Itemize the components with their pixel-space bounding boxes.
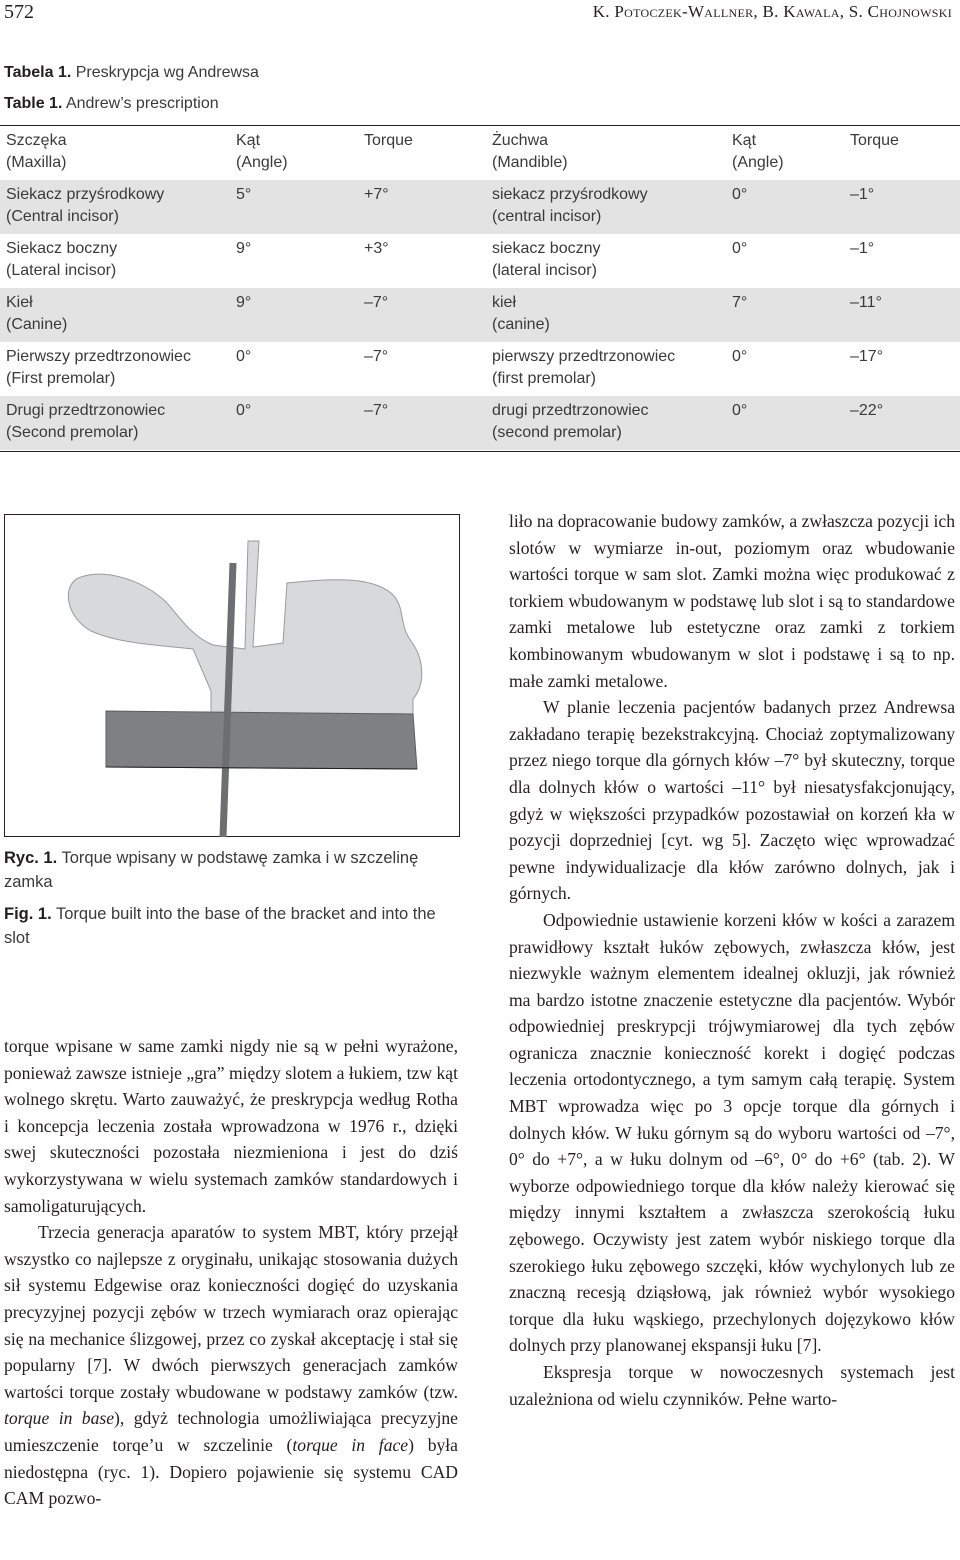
figure-caption-pl xyxy=(4,846,460,894)
table-caption xyxy=(4,57,604,119)
row-torque-upper: –7° xyxy=(364,402,389,419)
table-row xyxy=(0,180,960,234)
table-bottom-rule xyxy=(0,451,960,452)
figure-caption-pl-text: Torque wpisany w podstawę zamka i w szczelinę zamka xyxy=(4,849,419,891)
row-torque-upper: –7° xyxy=(364,348,389,365)
row-angle-upper: 9° xyxy=(236,240,252,257)
row-tooth-upper: Siekacz przyśrodkowy (Central incisor) xyxy=(6,186,165,225)
header-maxilla: Szczęka (Maxilla) xyxy=(6,132,67,171)
row-angle-upper: 0° xyxy=(236,402,252,419)
row-tooth-upper: Drugi przedtrzonowiec (Second premolar) xyxy=(6,402,166,441)
row-angle-lower: 0° xyxy=(732,186,748,203)
row-angle-upper: 0° xyxy=(236,348,252,365)
archwire xyxy=(223,563,233,837)
paragraph: Trzecia generacja aparatów to system MBT, który przejął wszystko co najlepsze z oryginału, unikając stosowania dużych sił systemu Edgewise oraz konieczności dogięć do uzyskania precyzyjnej pozycji zębów w trzech wymiarach oraz opierając się na mechanice ślizgowej, przez co zyskał akceptację i stał się popularny [7]. W dwóch pierwszych generacjach zamków wartości torque zostały wbudowane w podstawy zamków (tzw. torque in base), gdyż technologia umożliwiająca precyzyjne umieszczenie torqe’u w szczelinie (torque in face) była niedostępna (ryc. 1). Dopiero pojawienie się systemu CAD CAM pozwo- xyxy=(4,1222,458,1509)
table-caption-pl-label: Tabela 1. xyxy=(4,64,72,81)
header-angle-upper: Kąt (Angle) xyxy=(236,132,288,171)
paragraph: W planie leczenia pacjentów badanych przez Andrewsa zakładano terapię bezekstrakcyjną. Chociaż zoptymalizowany przez niego torque dla górnych kłów –7° był skuteczny, torque dla dolnych kłów o wartości –11° był niesatysfakcjonujący, gdyż w większości przypadków pozostawiał on korzeń kła w pozycji doprzedniej [cyt. wg 5]. Zaczęto więc wprowadzać pewne indywidualizacje dla kłów zarówno dolnych, jak i górnych. xyxy=(509,697,955,904)
table-caption-pl xyxy=(4,57,604,88)
row-tooth-lower: drugi przedtrzonowiec (second premolar) xyxy=(492,402,649,441)
row-angle-lower: 0° xyxy=(732,402,748,419)
table-caption-en-title: Andrew’s prescription xyxy=(65,95,219,112)
header-angle-lower: Kąt (Angle) xyxy=(732,132,784,171)
row-torque-upper: +7° xyxy=(364,186,389,203)
row-angle-lower: 0° xyxy=(732,348,748,365)
emphasis-torque-in-base: torque in base xyxy=(4,1408,115,1429)
paragraph: torque wpisane w same zamki nigdy nie są w pełni wyrażone, ponieważ zawsze istnieje „gra” między slotem a łukiem, tzw kąt wolnego skrętu. Warto zauważyć, że preskrypcja według Rotha i koncepcja leczenia została wprowadzona w 1976 r., dzięki swej skuteczności pozostała niezmieniona i jest do dziś wykorzystywana w wielu systemach zamków standardowych i samoligaturujących. xyxy=(4,1036,458,1216)
row-tooth-lower: kieł (canine) xyxy=(492,294,550,333)
row-torque-lower: –1° xyxy=(850,186,875,203)
header-torque-upper: Torque xyxy=(364,132,413,149)
page-header xyxy=(0,0,960,30)
row-torque-upper: –7° xyxy=(364,294,389,311)
table-row xyxy=(0,342,960,396)
row-tooth-upper: Pierwszy przedtrzonowiec (First premolar) xyxy=(6,348,191,387)
row-angle-upper: 9° xyxy=(236,294,252,311)
row-tooth-upper: Kieł (Canine) xyxy=(6,294,68,333)
row-angle-lower: 0° xyxy=(732,240,748,257)
row-tooth-lower: pierwszy przedtrzonowiec (first premolar) xyxy=(492,348,676,387)
row-torque-lower: –1° xyxy=(850,240,875,257)
table-row xyxy=(0,234,960,288)
bracket-body xyxy=(68,541,421,714)
table-caption-en xyxy=(4,88,604,119)
bracket-base xyxy=(106,711,417,769)
table-row xyxy=(0,396,960,450)
paragraph: Odpowiednie ustawienie korzeni kłów w kości a zarazem prawidłowy kształt łuków zębowych, zwłaszcza kłów, jest niezwykle ważnym elementem idealnej okluzji, jak również ma bardzo istotne znaczenie estetyczne dla pacjentów. Wybór odpowiedniej preskrypcji trójwymiarowej dla tych zębów ogranicza znacznie konieczność korekt i dogięć podczas leczenia ortodontycznego, a tym samym całą terapię. System MBT wprowadza więc po 3 opcje torque dla górnych i dolnych kłów. W łuku górnym są do wyboru wartości od –7°, 0° do +7°, a w łuku dolnym od –6°, 0° do +6° (tab. 2). W wyborze odpowiedniego torque dla kłów należy kierować się między innymi kształtem a zwłaszcza szerokością łuku zębowego. Oczywisty jest zatem wybór niskiego torque dla szerokiego łuku zębowego szczęki, kłów wychylonych lub ze znaczną recesją dziąsłową, jak również wybór wysokiego torque dla łuku wąskiego, przechylonych dojęzykowo kłów dolnych przy planowanej ekspansji łuku [7]. xyxy=(509,909,955,1356)
body-left-column xyxy=(4,1033,458,1512)
figure-bracket xyxy=(4,514,460,837)
row-angle-upper: 5° xyxy=(236,186,252,203)
body-right-column xyxy=(509,508,955,1412)
row-tooth-lower: siekacz boczny (lateral incisor) xyxy=(492,240,601,279)
row-angle-lower: 7° xyxy=(732,294,748,311)
figure-caption-en-text: Torque built into the base of the bracket and into the slot xyxy=(4,905,436,947)
row-tooth-upper: Siekacz boczny (Lateral incisor) xyxy=(6,240,118,279)
paragraph: liło na dopracowanie budowy zamków, a zwłaszcza pozycji ich slotów w wymiarze in-out, poziomym oraz wbudowanie wartości torque w sam slot. Zamki można więc produkować z torkiem wbudowanym w podstawę lub slot i są to standardowe zamki metalowe lub estetyczne oraz zamki z torkiem kombinowanym wbudowanym w slot i podstawę i są to np. małe zamki metalowe. xyxy=(509,511,955,691)
bracket-diagram xyxy=(5,515,461,838)
paragraph: Ekspresja torque w nowoczesnych systemach jest uzależniona od wielu czynników. Pełne warto- xyxy=(509,1362,955,1409)
figure-caption-en xyxy=(4,902,460,950)
table-caption-pl-title: Preskrypcja wg Andrewsa xyxy=(75,64,259,81)
table-header-row xyxy=(0,126,960,180)
row-torque-lower: –11° xyxy=(850,294,882,311)
header-mandible: Żuchwa (Mandible) xyxy=(492,132,568,171)
row-torque-upper: +3° xyxy=(364,240,389,257)
running-head-authors: K. Potoczek-Wallner, B. Kawala, S. Chojnowski xyxy=(592,2,952,21)
page-number: 572 xyxy=(4,1,34,23)
row-torque-lower: –22° xyxy=(850,402,884,419)
figure-caption-en-label: Fig. 1. xyxy=(4,905,52,923)
row-torque-lower: –17° xyxy=(850,348,884,365)
row-tooth-lower: siekacz przyśrodkowy (central incisor) xyxy=(492,186,648,225)
figure-caption-pl-label: Ryc. 1. xyxy=(4,849,58,867)
table-caption-en-label: Table 1. xyxy=(4,95,63,112)
emphasis-torque-in-face: torque in face xyxy=(292,1434,409,1455)
header-torque-lower: Torque xyxy=(850,132,899,149)
table-row xyxy=(0,288,960,342)
